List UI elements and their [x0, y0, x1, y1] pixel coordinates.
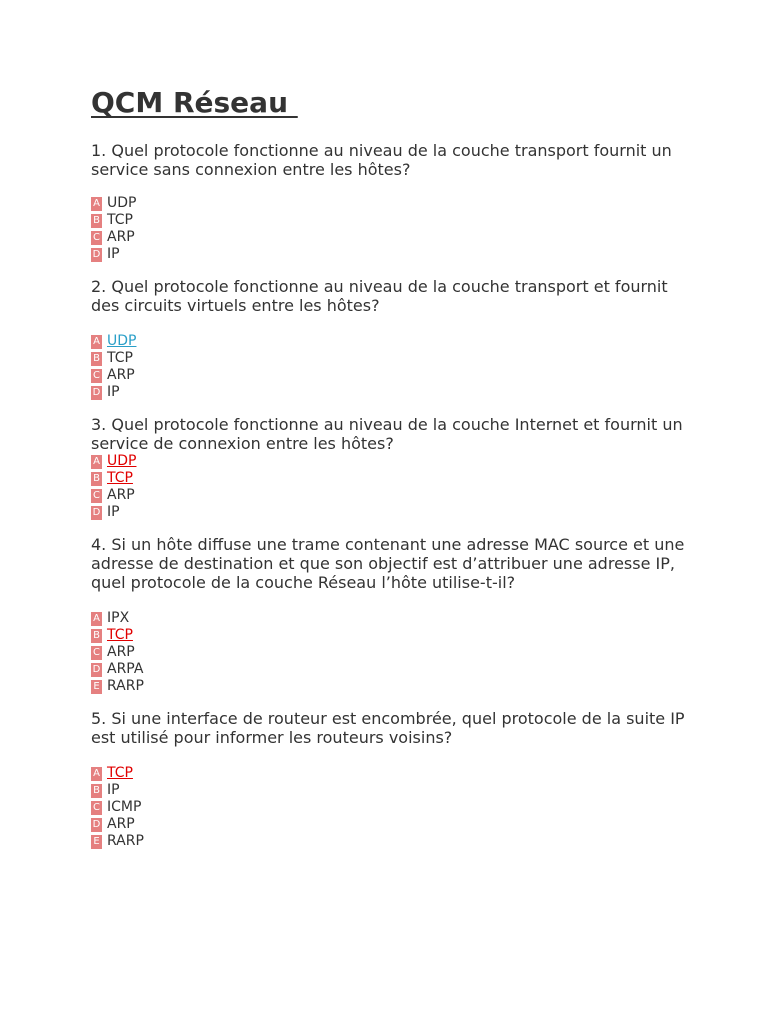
option-letter-badge: D [92, 248, 101, 260]
option-label: RARP [107, 678, 144, 694]
option-letter-badge: A [91, 612, 102, 626]
option-letter-badge: B [91, 629, 102, 643]
answer-option [91, 195, 691, 212]
answer-option [91, 661, 691, 678]
option-list [91, 333, 691, 401]
question-text: 1. Quel protocole fonctionne au niveau de la couche transport fournit un service sans connexion entre les hôtes? [91, 141, 672, 179]
answer-option [91, 350, 691, 367]
option-label: UDP [107, 195, 137, 211]
question-block [91, 415, 691, 521]
option-letter-badge: A [91, 335, 102, 349]
question-list [91, 141, 691, 850]
option-letter-badge: C [91, 369, 102, 383]
option-letter-badge: B [91, 214, 102, 228]
option-link[interactable]: TCP [107, 627, 133, 643]
option-list [91, 453, 691, 521]
question-text: 2. Quel protocole fonctionne au niveau de la couche transport et fournit des circuits virtuels entre les hôtes? [91, 277, 668, 315]
answer-option [91, 504, 691, 521]
answer-option[interactable] [91, 627, 691, 644]
answer-option [91, 487, 691, 504]
option-label: RARP [107, 833, 144, 849]
option-letter-badge: C [91, 801, 102, 815]
option-letter-badge: B [91, 784, 102, 798]
option-label: TCP [107, 350, 133, 366]
answer-option [91, 229, 691, 246]
answer-option [91, 833, 691, 850]
question-text: 4. Si un hôte diffuse une trame contenant une adresse MAC source et une adresse de destination et que son objectif est d’attribuer une adresse IP, quel protocole de la couche Réseau l’hôte utilise-t-il? [91, 535, 685, 592]
option-letter-badge: D [92, 506, 101, 518]
option-list [91, 195, 691, 263]
answer-option [91, 782, 691, 799]
question-block [91, 709, 691, 850]
answer-option [91, 610, 691, 627]
page-title: QCM Réseau [91, 86, 298, 119]
answer-option[interactable] [91, 453, 691, 470]
question-block [91, 277, 691, 401]
option-letter-badge: E [91, 835, 102, 849]
answer-option [91, 678, 691, 695]
option-label: TCP [107, 212, 133, 228]
question-text: 5. Si une interface de routeur est encombrée, quel protocole de la suite IP est utilisé pour informer les routeurs voisins? [91, 709, 685, 747]
option-label: IP [107, 782, 120, 798]
answer-option [91, 799, 691, 816]
option-letter-badge: B [91, 472, 102, 486]
answer-option[interactable] [91, 333, 691, 350]
option-label: ARP [107, 367, 135, 383]
answer-option[interactable] [91, 765, 691, 782]
option-label: IP [107, 246, 120, 262]
option-label: IP [107, 504, 120, 520]
answer-option [91, 367, 691, 384]
option-link[interactable]: UDP [107, 333, 137, 349]
option-letter-badge: C [91, 646, 102, 660]
option-label: ARP [107, 644, 135, 660]
option-letter-badge: A [91, 767, 102, 781]
answer-option [91, 384, 691, 401]
option-letter-badge: C [91, 489, 102, 503]
question-block [91, 535, 691, 695]
option-letter-badge: D [92, 386, 101, 398]
question-text: 3. Quel protocole fonctionne au niveau de la couche Internet et fournit un service de connexion entre les hôtes? [91, 415, 683, 453]
answer-option[interactable] [91, 470, 691, 487]
option-label: IPX [107, 610, 130, 626]
answer-option [91, 816, 691, 833]
option-label: ARP [107, 816, 135, 832]
option-label: ARPA [107, 661, 144, 677]
option-label: ARP [107, 229, 135, 245]
option-letter-badge: E [91, 680, 102, 694]
option-link[interactable]: TCP [107, 470, 133, 486]
option-link[interactable]: TCP [107, 765, 133, 781]
option-letter-badge: A [91, 197, 102, 211]
option-list [91, 765, 691, 850]
option-label: IP [107, 384, 120, 400]
option-letter-badge: C [91, 231, 102, 245]
option-label: ICMP [107, 799, 142, 815]
answer-option [91, 212, 691, 229]
question-block [91, 141, 691, 263]
answer-option [91, 644, 691, 661]
option-letter-badge: A [91, 455, 102, 469]
option-letter-badge: B [91, 352, 102, 366]
option-letter-badge: D [92, 663, 101, 675]
option-link[interactable]: UDP [107, 453, 137, 469]
option-letter-badge: D [92, 818, 101, 830]
option-list [91, 610, 691, 695]
option-label: ARP [107, 487, 135, 503]
answer-option [91, 246, 691, 263]
document-page [91, 83, 691, 850]
